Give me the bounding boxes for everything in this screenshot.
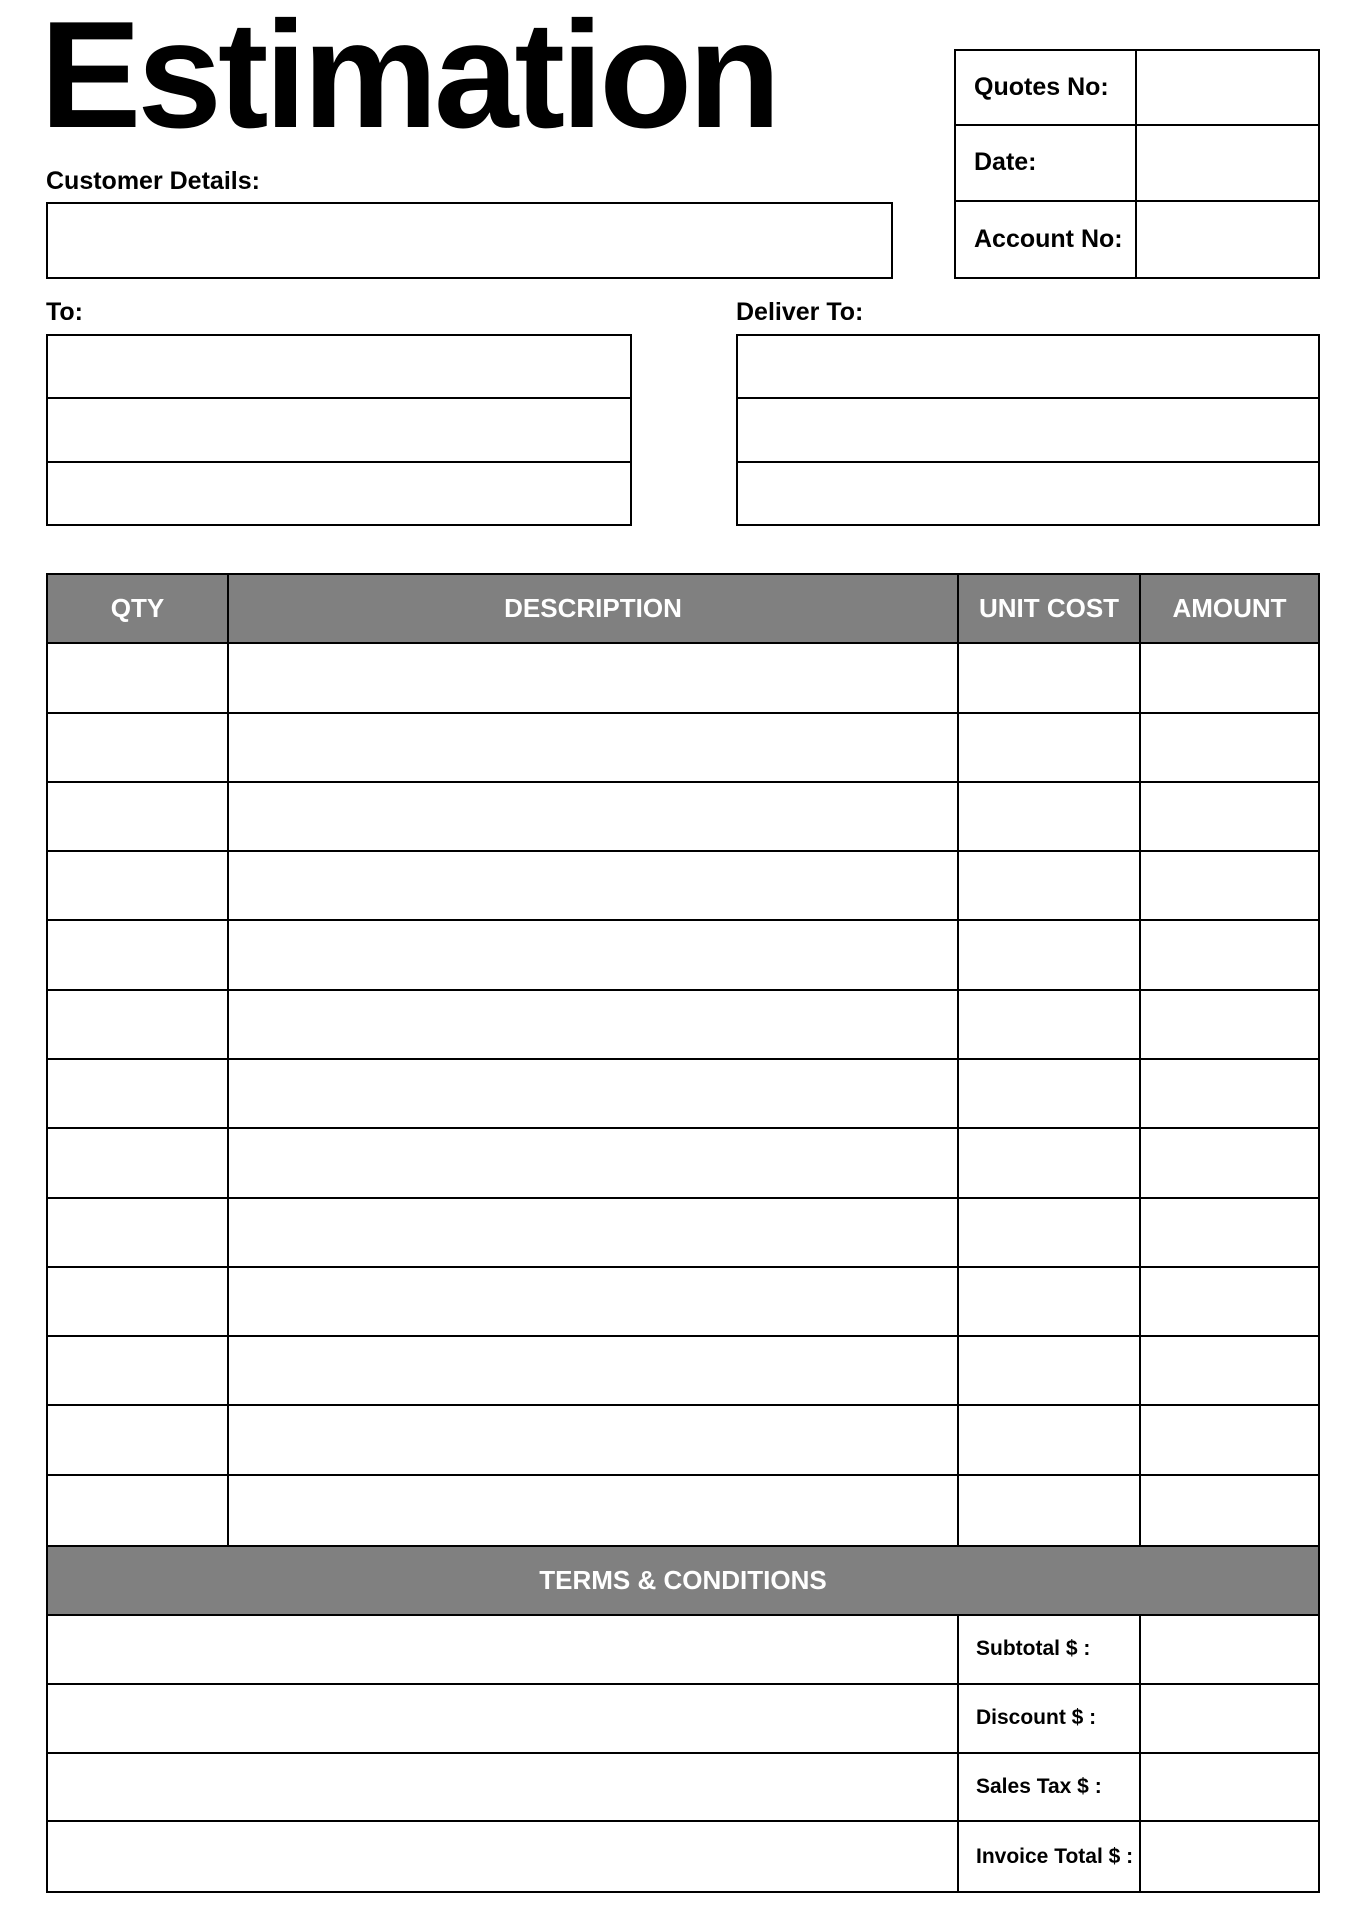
unit-cost-cell[interactable] bbox=[959, 1406, 1141, 1475]
amount-cell[interactable] bbox=[1141, 714, 1318, 783]
deliver-to-label: Deliver To: bbox=[736, 298, 864, 326]
to-address-line[interactable] bbox=[48, 399, 630, 462]
deliver-address-line[interactable] bbox=[738, 399, 1318, 462]
to-label: To: bbox=[46, 298, 84, 326]
amount-cell[interactable] bbox=[1141, 783, 1318, 852]
amount-cell[interactable] bbox=[1141, 1476, 1318, 1545]
total-label: Subtotal $ : bbox=[976, 1637, 1091, 1661]
description-cell[interactable] bbox=[229, 714, 959, 783]
terms-line[interactable] bbox=[48, 1822, 959, 1891]
amount-cell[interactable] bbox=[1141, 991, 1318, 1060]
qty-header: QTY bbox=[48, 575, 229, 644]
terms-conditions-header: TERMS & CONDITIONS bbox=[46, 1545, 1320, 1616]
unit-cost-cell[interactable] bbox=[959, 1476, 1141, 1545]
amount-cell[interactable] bbox=[1141, 644, 1318, 713]
terms-line[interactable] bbox=[48, 1685, 959, 1754]
qty-cell[interactable] bbox=[48, 1060, 229, 1129]
line-items-table bbox=[46, 573, 1320, 1547]
amount-cell[interactable] bbox=[1141, 852, 1318, 921]
account-no-label: Account No: bbox=[974, 224, 1123, 253]
deliver-address-line[interactable] bbox=[738, 463, 1318, 524]
amount-cell[interactable] bbox=[1141, 1129, 1318, 1198]
deliver-address-line[interactable] bbox=[738, 336, 1318, 399]
qty-cell[interactable] bbox=[48, 1129, 229, 1198]
customer-details-field[interactable] bbox=[46, 202, 893, 279]
quotes-no-label: Quotes No: bbox=[974, 73, 1109, 102]
qty-cell[interactable] bbox=[48, 1268, 229, 1337]
description-header: DESCRIPTION bbox=[229, 575, 959, 644]
description-cell[interactable] bbox=[229, 783, 959, 852]
total-label-cell bbox=[959, 1685, 1141, 1754]
amount-cell[interactable] bbox=[1141, 1199, 1318, 1268]
unit-cost-cell[interactable] bbox=[959, 714, 1141, 783]
total-value-field[interactable] bbox=[1141, 1685, 1318, 1754]
unit-cost-cell[interactable] bbox=[959, 1199, 1141, 1268]
qty-cell[interactable] bbox=[48, 644, 229, 713]
total-value-field[interactable] bbox=[1141, 1754, 1318, 1823]
total-label: Invoice Total $ : bbox=[976, 1844, 1134, 1868]
total-label-cell bbox=[959, 1616, 1141, 1685]
to-address-box bbox=[46, 334, 632, 526]
description-cell[interactable] bbox=[229, 1129, 959, 1198]
description-cell[interactable] bbox=[229, 1337, 959, 1406]
qty-cell[interactable] bbox=[48, 852, 229, 921]
unit-cost-cell[interactable] bbox=[959, 1337, 1141, 1406]
quotes-no-label-cell bbox=[956, 51, 1137, 126]
unit-cost-cell[interactable] bbox=[959, 921, 1141, 990]
total-value-field[interactable] bbox=[1141, 1616, 1318, 1685]
quotes-no-field[interactable] bbox=[1137, 51, 1318, 126]
description-cell[interactable] bbox=[229, 644, 959, 713]
total-label-cell bbox=[959, 1754, 1141, 1823]
to-address-line[interactable] bbox=[48, 336, 630, 399]
amount-cell[interactable] bbox=[1141, 1268, 1318, 1337]
amount-header: AMOUNT bbox=[1141, 575, 1318, 644]
account-no-field[interactable] bbox=[1137, 202, 1318, 277]
qty-cell[interactable] bbox=[48, 1406, 229, 1475]
description-cell[interactable] bbox=[229, 852, 959, 921]
description-cell[interactable] bbox=[229, 1060, 959, 1129]
qty-cell[interactable] bbox=[48, 1476, 229, 1545]
description-cell[interactable] bbox=[229, 921, 959, 990]
to-address-line[interactable] bbox=[48, 463, 630, 524]
unit-cost-cell[interactable] bbox=[959, 1268, 1141, 1337]
unit-cost-cell[interactable] bbox=[959, 644, 1141, 713]
account-no-label-cell bbox=[956, 202, 1137, 277]
customer-details-label: Customer Details: bbox=[46, 167, 260, 195]
total-label: Sales Tax $ : bbox=[976, 1774, 1102, 1798]
total-label-cell bbox=[959, 1822, 1141, 1891]
description-cell[interactable] bbox=[229, 1268, 959, 1337]
description-cell[interactable] bbox=[229, 1199, 959, 1268]
description-cell[interactable] bbox=[229, 1406, 959, 1475]
terms-line[interactable] bbox=[48, 1616, 959, 1685]
qty-cell[interactable] bbox=[48, 991, 229, 1060]
unit-cost-cell[interactable] bbox=[959, 1129, 1141, 1198]
qty-cell[interactable] bbox=[48, 921, 229, 990]
unit-cost-cell[interactable] bbox=[959, 991, 1141, 1060]
document-title: Estimation bbox=[40, 0, 777, 160]
unit-cost-cell[interactable] bbox=[959, 1060, 1141, 1129]
date-field[interactable] bbox=[1137, 126, 1318, 201]
date-label-cell bbox=[956, 126, 1137, 201]
amount-cell[interactable] bbox=[1141, 1337, 1318, 1406]
total-label: Discount $ : bbox=[976, 1706, 1097, 1730]
terms-totals-grid bbox=[46, 1614, 1320, 1893]
quote-meta-grid bbox=[954, 49, 1320, 279]
qty-cell[interactable] bbox=[48, 714, 229, 783]
qty-cell[interactable] bbox=[48, 1199, 229, 1268]
total-value-field[interactable] bbox=[1141, 1822, 1318, 1891]
amount-cell[interactable] bbox=[1141, 1406, 1318, 1475]
deliver-to-address-box bbox=[736, 334, 1320, 526]
unit-cost-cell[interactable] bbox=[959, 783, 1141, 852]
qty-cell[interactable] bbox=[48, 1337, 229, 1406]
date-label: Date: bbox=[974, 148, 1037, 177]
qty-cell[interactable] bbox=[48, 783, 229, 852]
amount-cell[interactable] bbox=[1141, 1060, 1318, 1129]
unit-cost-cell[interactable] bbox=[959, 852, 1141, 921]
description-cell[interactable] bbox=[229, 991, 959, 1060]
terms-line[interactable] bbox=[48, 1754, 959, 1823]
description-cell[interactable] bbox=[229, 1476, 959, 1545]
amount-cell[interactable] bbox=[1141, 921, 1318, 990]
unit-cost-header: UNIT COST bbox=[959, 575, 1141, 644]
